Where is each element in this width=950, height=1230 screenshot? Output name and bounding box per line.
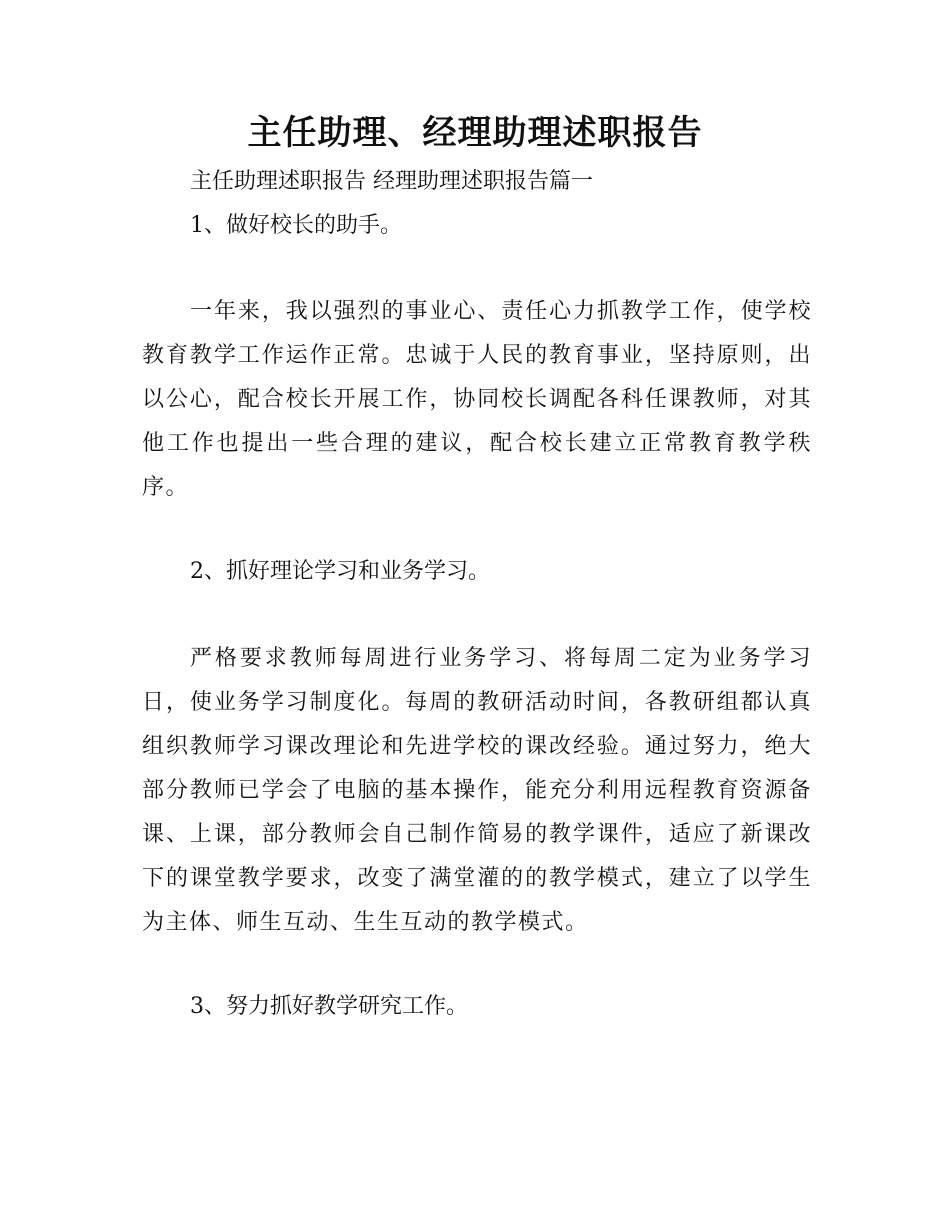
document-title: 主任助理、经理助理述职报告: [247, 113, 703, 153]
section-heading-3: 3、努力抓好教学研究工作。: [190, 994, 468, 1019]
section-paragraph-2: 严格要求教师每周进行业务学习、将每周二定为业务学习日，使业务学习制度化。每周的教研活动时间，各教研组都认真组织教师学习课改理论和先进学校的课改经验。通过努力，绝大部分教师已学会了电脑的基本操作，能充分利用远程教育资源备课、上课，部分教师会自己制作简易的教学课件，适应了新课改下的课堂教学要求，改变了满堂灌的的教学模式，建立了以学生为主体、师生互动、生生互动的教学模式。: [142, 646, 812, 935]
section-paragraph-1: 一年来，我以强烈的事业心、责任心力抓教学工作，使学校教育教学工作运作正常。忠诚于人民的教育事业，坚持原则，出以公心，配合校长开展工作，协同校长调配各科任课教师，对其他工作也提出一些合理的建议，配合校长建立正常教育教学秩序。: [142, 299, 812, 500]
section-heading-1: 1、做好校长的助手。: [190, 213, 402, 238]
section-heading-2: 2、抓好理论学习和业务学习。: [190, 559, 490, 584]
document-subtitle: 主任助理述职报告 经理助理述职报告篇一: [190, 169, 593, 194]
